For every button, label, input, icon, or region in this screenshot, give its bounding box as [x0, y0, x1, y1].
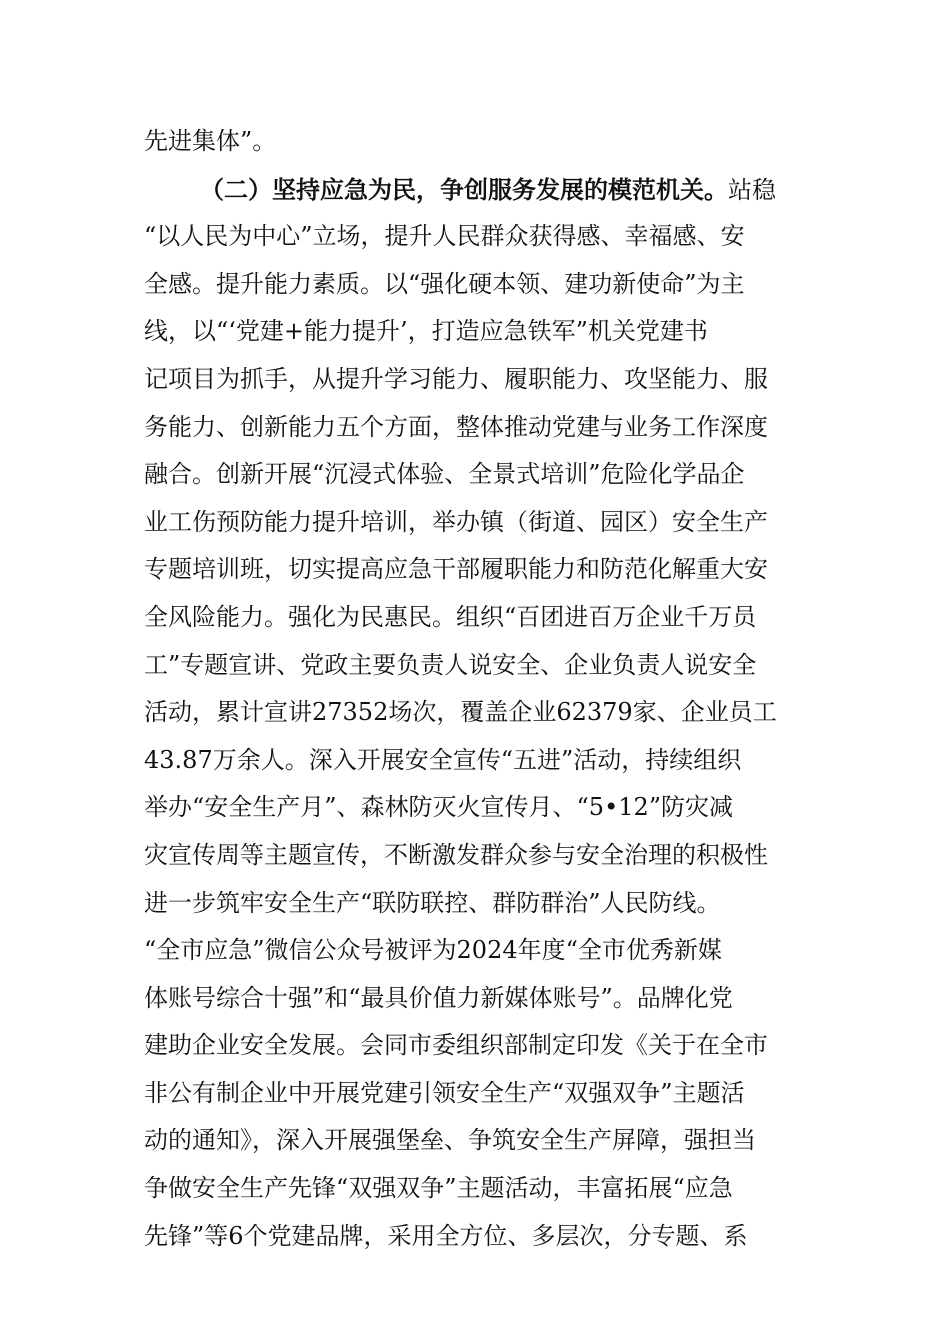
heading-continuation: 站稳: [728, 175, 776, 204]
text-line: 体账号综合十强”和“最具价值力新媒体账号”。品牌化党: [144, 983, 733, 1012]
text-line: “以人民为中心”立场，提升人民群众获得感、幸福感、安: [144, 222, 745, 251]
text-line: 务能力、创新能力五个方面，整体推动党建与业务工作深度: [144, 412, 768, 441]
section-heading-line: [144, 166, 814, 214]
text-line: 建助企业安全发展。会同市委组织部制定印发《关于在全市: [144, 1031, 768, 1060]
text-line: 线，以“‘党建+能力提升’，打造应急铁军”机关党建书: [144, 317, 708, 346]
text-line: 先锋”等6个党建品牌，采用全方位、多层次，分专题、系: [144, 1221, 748, 1250]
text-line: 专题培训班，切实提高应急干部履职能力和防范化解重大安: [144, 555, 768, 584]
text-line: 全风险能力。强化为民惠民。组织“百团进百万企业千万员: [144, 602, 757, 631]
body-text: [144, 118, 814, 1260]
text-line: 先进集体”。: [144, 127, 277, 155]
text-line: 动的通知》，深入开展强堡垒、争筑安全生产屏障，强担当: [144, 1126, 756, 1155]
text-line: 工”专题宣讲、党政主要负责人说安全、企业负责人说安全: [144, 650, 757, 679]
text-line: 争做安全生产先锋“双强双争”主题活动，丰富拓展“应急: [144, 1174, 733, 1203]
text-line: 活动，累计宣讲27352场次，覆盖企业62379家、企业员工: [144, 698, 777, 727]
text-line: 非公有制企业中开展党建引领安全生产“双强双争”主题活: [144, 1078, 745, 1107]
text-line: 43.87万余人。深入开展安全宣传“五进”活动，持续组织: [144, 745, 742, 774]
text-line: 业工伤预防能力提升培训，举办镇（街道、园区）安全生产: [144, 507, 768, 536]
text-line: 记项目为抓手，从提升学习能力、履职能力、攻坚能力、服: [144, 364, 768, 393]
text-line: 进一步筑牢安全生产“联防联控、群防群治”人民防线。: [144, 888, 721, 917]
section-heading: （二）坚持应急为民，争创服务发展的模范机关。: [200, 174, 728, 204]
text-line: “全市应急”微信公众号被评为2024年度“全市优秀新媒: [144, 936, 722, 965]
text-line: 灾宣传周等主题宣传，不断激发群众参与安全治理的积极性: [144, 840, 768, 869]
text-line: 举办“安全生产月”、森林防灭火宣传月、“5•12”防灾减: [144, 793, 734, 822]
text-line: 全感。提升能力素质。以“强化硬本领、建功新使命”为主: [144, 269, 745, 298]
text-line: 融合。创新开展“沉浸式体验、全景式培训”危险化学品企: [144, 460, 745, 489]
